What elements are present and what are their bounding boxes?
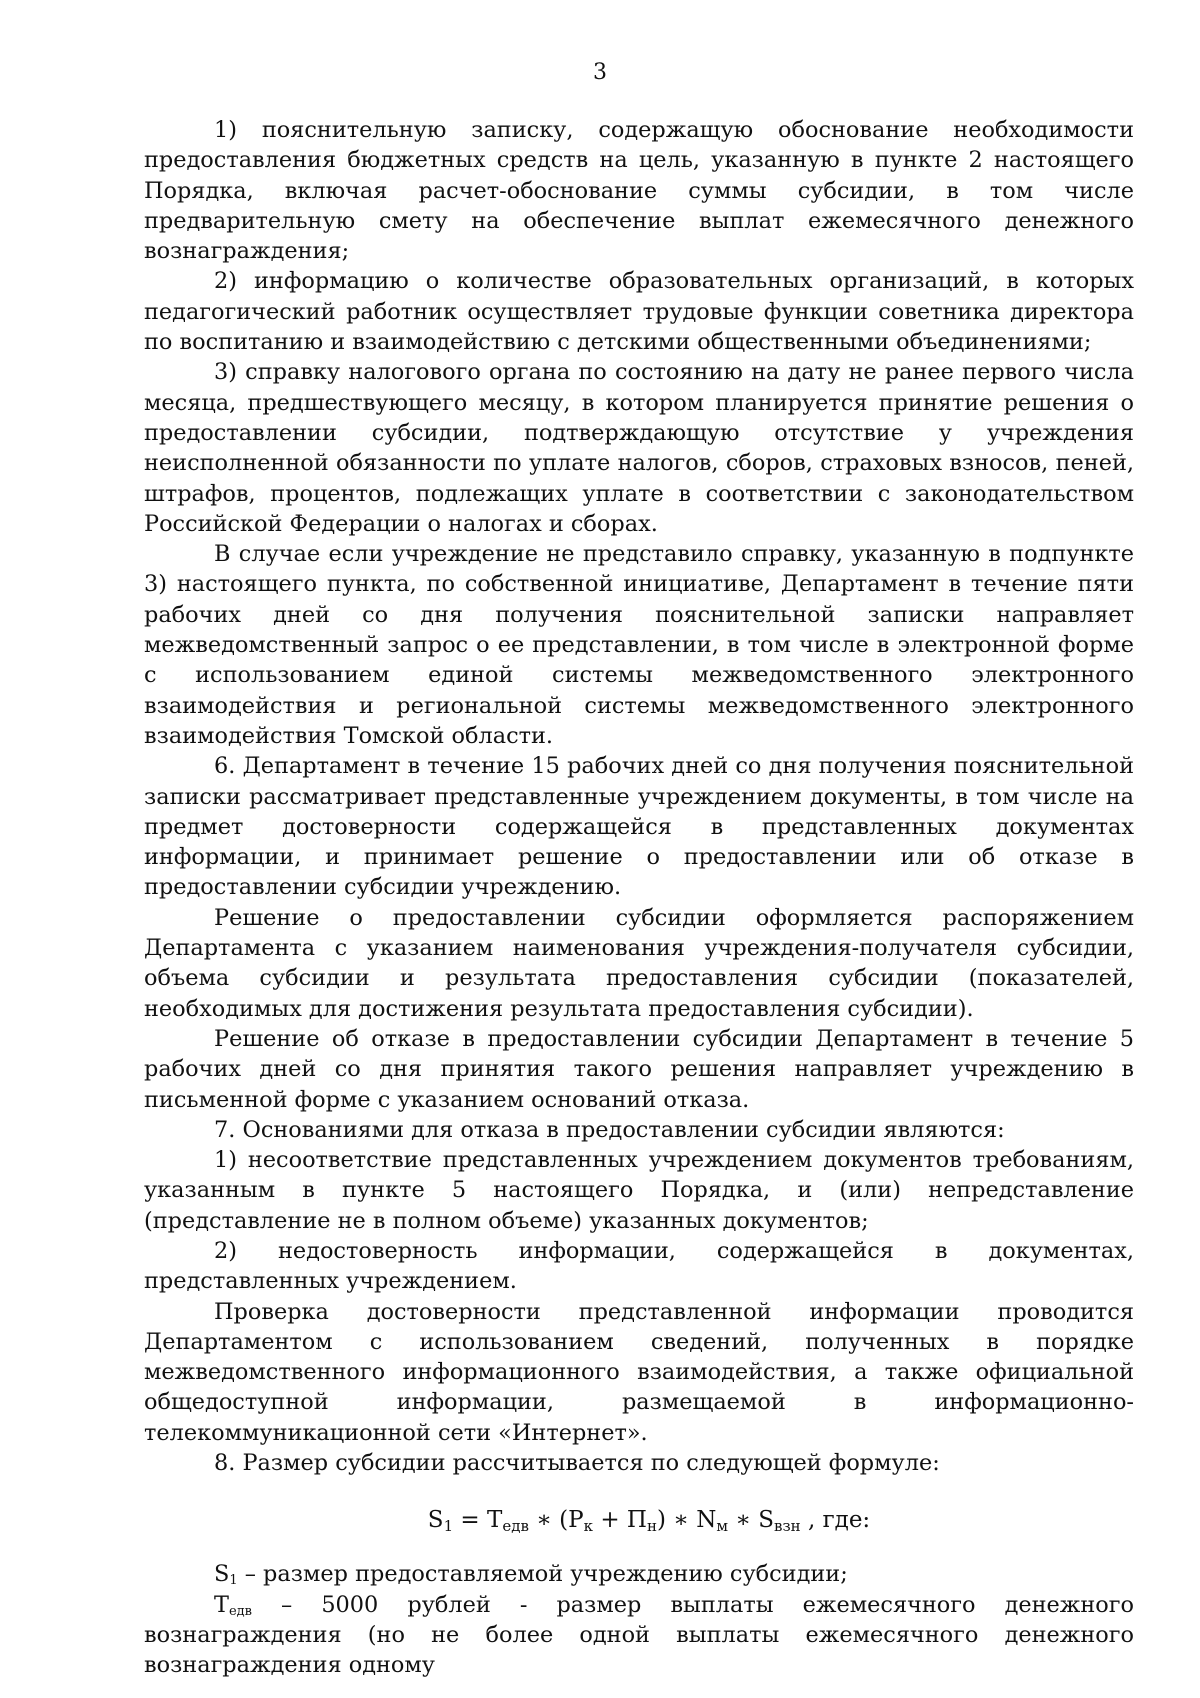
definition-symbol: Т <box>214 1591 229 1618</box>
definition-s1 <box>144 1559 1134 1589</box>
page-number: 3 <box>593 60 607 85</box>
formula-symbol: S <box>758 1507 775 1534</box>
definition-symbol: S <box>214 1561 230 1588</box>
formula-symbol: Р <box>568 1507 584 1534</box>
formula-operator: + <box>593 1507 627 1534</box>
paragraph: Решение об отказе в предоставлении субсидии Департамент в течение 5 рабочих дней со дня принятия такого решения направляет учреждению в письменной форме с указанием оснований отказа. <box>144 1025 1134 1113</box>
formula-tail: , где: <box>800 1507 871 1534</box>
formula-symbol: T <box>487 1507 503 1534</box>
paragraph: 1) пояснительную записку, содержащую обоснование необходимости предоставления бюджетных средств на цель, указанную в пункте 2 настоящего Порядка, включая расчет-обоснование суммы субсидии, в том числе предварительную смету на обеспечение выплат ежемесячного денежного вознаграждения; <box>144 117 1134 265</box>
subsidy-formula <box>144 1505 1134 1535</box>
paragraph: 1) несоответствие представленных учреждением документов требованиям, указанным в пункте 5 настоящего Порядка, и (или) непредставление (представление не в полном объеме) указанных документов; <box>144 1147 1134 1234</box>
formula-symbol: N <box>696 1507 717 1534</box>
document-body <box>144 115 1134 1681</box>
formula-subscript: м <box>716 1517 729 1536</box>
definition-text: – размер предоставляемой учреждению субсидии; <box>237 1561 848 1588</box>
formula-subscript: взн <box>774 1517 801 1536</box>
paragraph: 7. Основаниями для отказа в предоставлении субсидии являются: <box>214 1116 1005 1143</box>
formula-subscript: н <box>646 1517 657 1536</box>
paragraph: 3) справку налогового органа по состоянию на дату не ранее первого числа месяца, предшествующего месяцу, в котором планируется принятие решения о предоставлении субсидии, подтверждающую отсутствие у учреждения неисполненной обязанности по уплате налогов, сборов, страховых взносов, пеней, штрафов, процентов, подлежащих уплате в соответствии с законодательством Российской Федерации о налогах и сборах. <box>144 359 1134 537</box>
formula-subscript: к <box>583 1517 594 1536</box>
paragraph: Решение о предоставлении субсидии оформляется распоряжением Департамента с указанием наименования учреждения-получателя субсидии, объема субсидии и результата предоставления субсидии (показателей, необходимых для достижения результата предоставления субсидии). <box>144 904 1134 1022</box>
paragraph: 6. Департамент в течение 15 рабочих дней со дня получения пояснительной записки рассматривает представленные учреждением документы, в том числе на предмет достоверности содержащейся в представленных документах информации, и принимает решение о предоставлении или об отказе в предоставлении субсидии учреждению. <box>144 753 1134 901</box>
definition-t <box>144 1590 1134 1681</box>
formula-subscript: 1 <box>443 1517 454 1536</box>
formula-symbol: S <box>427 1507 444 1534</box>
formula-operator: ∗ <box>728 1507 759 1534</box>
paragraph: 8. Размер субсидии рассчитывается по следующей формуле: <box>214 1450 940 1477</box>
definition-text: – 5000 рублей - размер выплаты ежемесячного денежного вознаграждения (но не более одной выплаты ежемесячного денежного вознаграждения одному <box>144 1591 1134 1679</box>
definition-subscript: 1 <box>229 1573 238 1589</box>
formula-operator: ∗ ( <box>528 1507 569 1534</box>
formula-operator: ) ∗ <box>656 1507 697 1534</box>
paragraph: 2) недостоверность информации, содержащейся в документах, представленных учреждением. <box>144 1237 1134 1295</box>
definition-subscript: едв <box>228 1603 252 1619</box>
formula-subscript: едв <box>502 1517 529 1536</box>
formula-symbol: П <box>626 1507 647 1534</box>
paragraph: 2) информацию о количестве образовательных организаций, в которых педагогический работник осуществляет трудовые функции советника директора по воспитанию и взаимодействию с детскими общественными объединениями; <box>144 268 1134 356</box>
formula-operator: = <box>453 1507 488 1534</box>
paragraph: В случае если учреждение не представило справку, указанную в подпункте 3) настоящего пункта, по собственной инициативе, Департамент в течение пяти рабочих дней со дня получения пояснительной записки направляет межведомственный запрос о ее представлении, в том числе в электронной форме с использованием единой системы межведомственного электронного взаимодействия и региональной системы межведомственного электронного взаимодействия Томской области. <box>144 541 1134 749</box>
paragraph: Проверка достоверности представленной информации проводится Департаментом с использованием сведений, полученных в порядке межведомственного информационного взаимодействия, а также официальной общедоступной информации, размещаемой в информационно-телекоммуникационной сети «Интернет». <box>144 1298 1134 1446</box>
